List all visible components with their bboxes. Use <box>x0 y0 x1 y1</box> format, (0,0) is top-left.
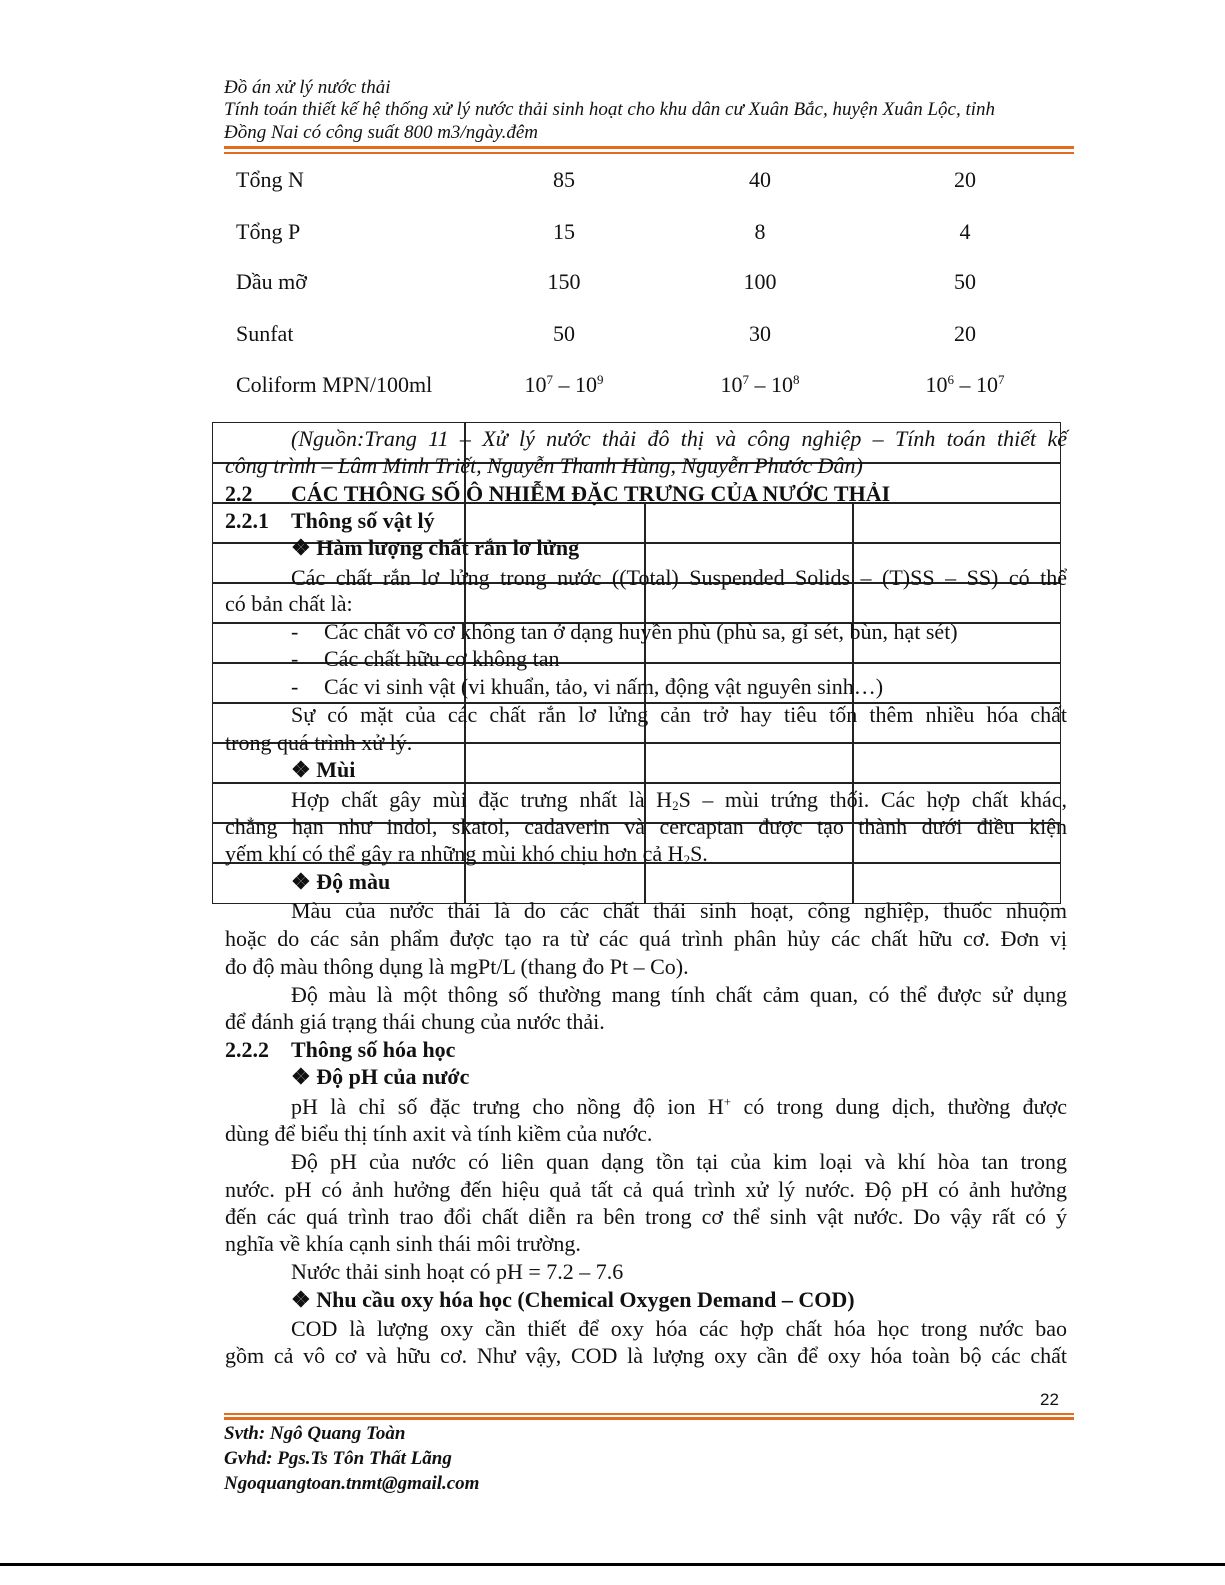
page-bottom-edge <box>0 1563 1225 1566</box>
paragraph: trong quá trình xử lý. <box>225 730 413 755</box>
paragraph: pH là chỉ số đặc trưng cho nồng độ ion H+ có trong dung dịch, thường được <box>291 1094 1067 1119</box>
paragraph: Hợp chất gây mùi đặc trưng nhất là $H_2S$ – mùi trứng thối. Các hợp chất khác, <box>291 787 1067 813</box>
cell-value: 8 <box>754 219 766 244</box>
header-title: Đồ án xử lý nước thải <box>224 77 391 98</box>
cell-value: 20 <box>954 167 976 192</box>
bullet-heading-color: ❖ Độ màu <box>291 869 391 894</box>
header-rule <box>224 146 1074 149</box>
diamond-bullet-icon: ❖ <box>291 535 311 560</box>
header-subtitle-line1: Tính toán thiết kế hệ thống xử lý nước thải sinh hoạt cho khu dân cư Xuân Bắc, huyện Xuân Lộc, tỉnh <box>224 99 996 120</box>
row-label: Coliform MPN/100ml <box>236 372 433 397</box>
paragraph: hoặc do các sản phẩm được tạo ra từ các quá trình phân hủy các chất hữu cơ. Đơn vị <box>225 926 1067 951</box>
paragraph: gồm cả vô cơ và hữu cơ. Như vậy, COD là lượng oxy cần để oxy hóa toàn bộ các chất <box>225 1343 1067 1368</box>
section-heading-2-2: 2.2 CÁC THÔNG SỐ Ô NHIỄM ĐẶC TRƯNG CỦA NƯỚC THẢI <box>225 481 891 506</box>
paragraph: Màu của nước thải là do các chất thải sinh hoạt, công nghiệp, thuốc nhuộm <box>291 898 1067 923</box>
paragraph: nghĩa về khía cạnh sinh thái môi trường. <box>225 1231 581 1256</box>
list-item: - Các chất vô cơ không tan ở dạng huyền phù (phù sa, gỉ sét, bùn, hạt sét) <box>291 619 958 644</box>
paragraph: dùng để biểu thị tính axit và tính kiềm của nước. <box>225 1121 653 1146</box>
footer-email: Ngoquangtoan.tnmt@gmail.com <box>224 1473 480 1494</box>
bullet-heading-odor: ❖ Mùi <box>291 757 356 782</box>
cell-value: 150 <box>547 269 581 294</box>
cell-value: $10^7 - 10^9$ <box>524 372 604 397</box>
cell-value: 30 <box>749 321 771 346</box>
table-row <box>0 167 1225 207</box>
cell-value: 4 <box>959 219 971 244</box>
paragraph: có bản chất là: <box>225 591 353 616</box>
section-heading-2-2-2: 2.2.2 Thông số hóa học <box>225 1037 456 1062</box>
cell-value: 50 <box>954 269 976 294</box>
paragraph: đo độ màu thông dụng là mgPt/L (thang đo Pt – Co). <box>225 954 689 979</box>
cell-value: 85 <box>553 167 575 192</box>
paragraph: nước. pH có ảnh hưởng đến hiệu quả tất cả quá trình xử lý nước. Độ pH có ảnh hưởng <box>225 1177 1067 1202</box>
cell-value: 40 <box>749 167 771 192</box>
cell-value: 15 <box>553 219 575 244</box>
table-row-coliform <box>0 372 1225 412</box>
diamond-bullet-icon: ❖ <box>291 757 311 782</box>
paragraph: Các chất rắn lơ lửng trong nước ((Total) Suspended Solids – (T)SS – SS) có thể <box>291 565 1067 590</box>
paragraph: yếm khí có thể gây ra những mùi khó chịu hơn cả $H_2S$. <box>225 841 708 867</box>
diamond-bullet-icon: ❖ <box>291 1287 311 1312</box>
cell-value: $10^7 - 10^8$ <box>720 372 800 397</box>
list-item: - Các vi sinh vật (vi khuẩn, tảo, vi nấm, động vật nguyên sinh…) <box>291 674 884 699</box>
paragraph: đến các quá trình trao đổi chất diễn ra bên trong cơ thể sinh vật nước. Do vậy rất có ý <box>225 1204 1067 1229</box>
header-subtitle-line2: Đồng Nai có công suất 800 m3/ngày.đêm <box>224 122 539 143</box>
table-row <box>0 321 1225 361</box>
bullet-heading-tss: ❖ Hàm lượng chất rắn lơ lửng <box>291 535 580 560</box>
table-row <box>0 269 1225 309</box>
footer-student: Svth: Ngô Quang Toàn <box>224 1423 406 1444</box>
footer-rule <box>224 1417 1074 1420</box>
footer-advisor: Gvhd: Pgs.Ts Tôn Thất Lãng <box>224 1448 452 1469</box>
cell-value: 100 <box>743 269 777 294</box>
diamond-bullet-icon: ❖ <box>291 869 311 894</box>
paragraph: Nước thải sinh hoạt có pH = 7.2 – 7.6 <box>291 1259 624 1284</box>
list-item: - Các chất hữu cơ không tan <box>291 646 560 671</box>
source-citation-line2: công trình – Lâm Minh Triết, Nguyễn Thanh Hùng, Nguyễn Phước Dân) <box>225 453 863 478</box>
cell-value: $10^6 - 10^7$ <box>925 372 1005 397</box>
header-rule-thin <box>224 152 1074 154</box>
row-label: Dầu mỡ <box>236 269 307 294</box>
section-heading-2-2-1: 2.2.1 Thông số vật lý <box>225 508 435 533</box>
diamond-bullet-icon: ❖ <box>291 1064 311 1089</box>
row-label: Tổng N <box>236 167 304 192</box>
table-row <box>0 219 1225 259</box>
page-number: 22 <box>1040 1390 1059 1409</box>
bullet-heading-cod: ❖ Nhu cầu oxy hóa học (Chemical Oxygen Demand – COD) <box>291 1287 855 1312</box>
paragraph: để đánh giá trạng thái chung của nước thải. <box>225 1009 605 1034</box>
bullet-heading-ph: ❖ Độ pH của nước <box>291 1064 470 1089</box>
paragraph: Độ pH của nước có liên quan dạng tồn tại của kim loại và khí hòa tan trong <box>291 1149 1067 1174</box>
cell-value: 50 <box>553 321 575 346</box>
paragraph: Sự có mặt của các chất rắn lơ lửng cản trở hay tiêu tốn thêm nhiều hóa chất <box>291 702 1067 727</box>
paragraph: COD là lượng oxy cần thiết để oxy hóa các hợp chất hóa học trong nước bao <box>291 1316 1067 1341</box>
source-citation-line1: (Nguồn:Trang 11 – Xử lý nước thải đô thị và công nghiệp – Tính toán thiết kế <box>291 426 1067 451</box>
paragraph: chẳng hạn như indol, skatol, cadaverin và cercaptan được tạo thành dưới điều kiện <box>225 814 1067 839</box>
paragraph: Độ màu là một thông số thường mang tính chất cảm quan, có thể được sử dụng <box>291 982 1067 1007</box>
footer-rule-thin <box>224 1413 1074 1415</box>
row-label: Sunfat <box>236 321 294 346</box>
cell-value: 20 <box>954 321 976 346</box>
row-label: Tổng P <box>236 219 301 244</box>
